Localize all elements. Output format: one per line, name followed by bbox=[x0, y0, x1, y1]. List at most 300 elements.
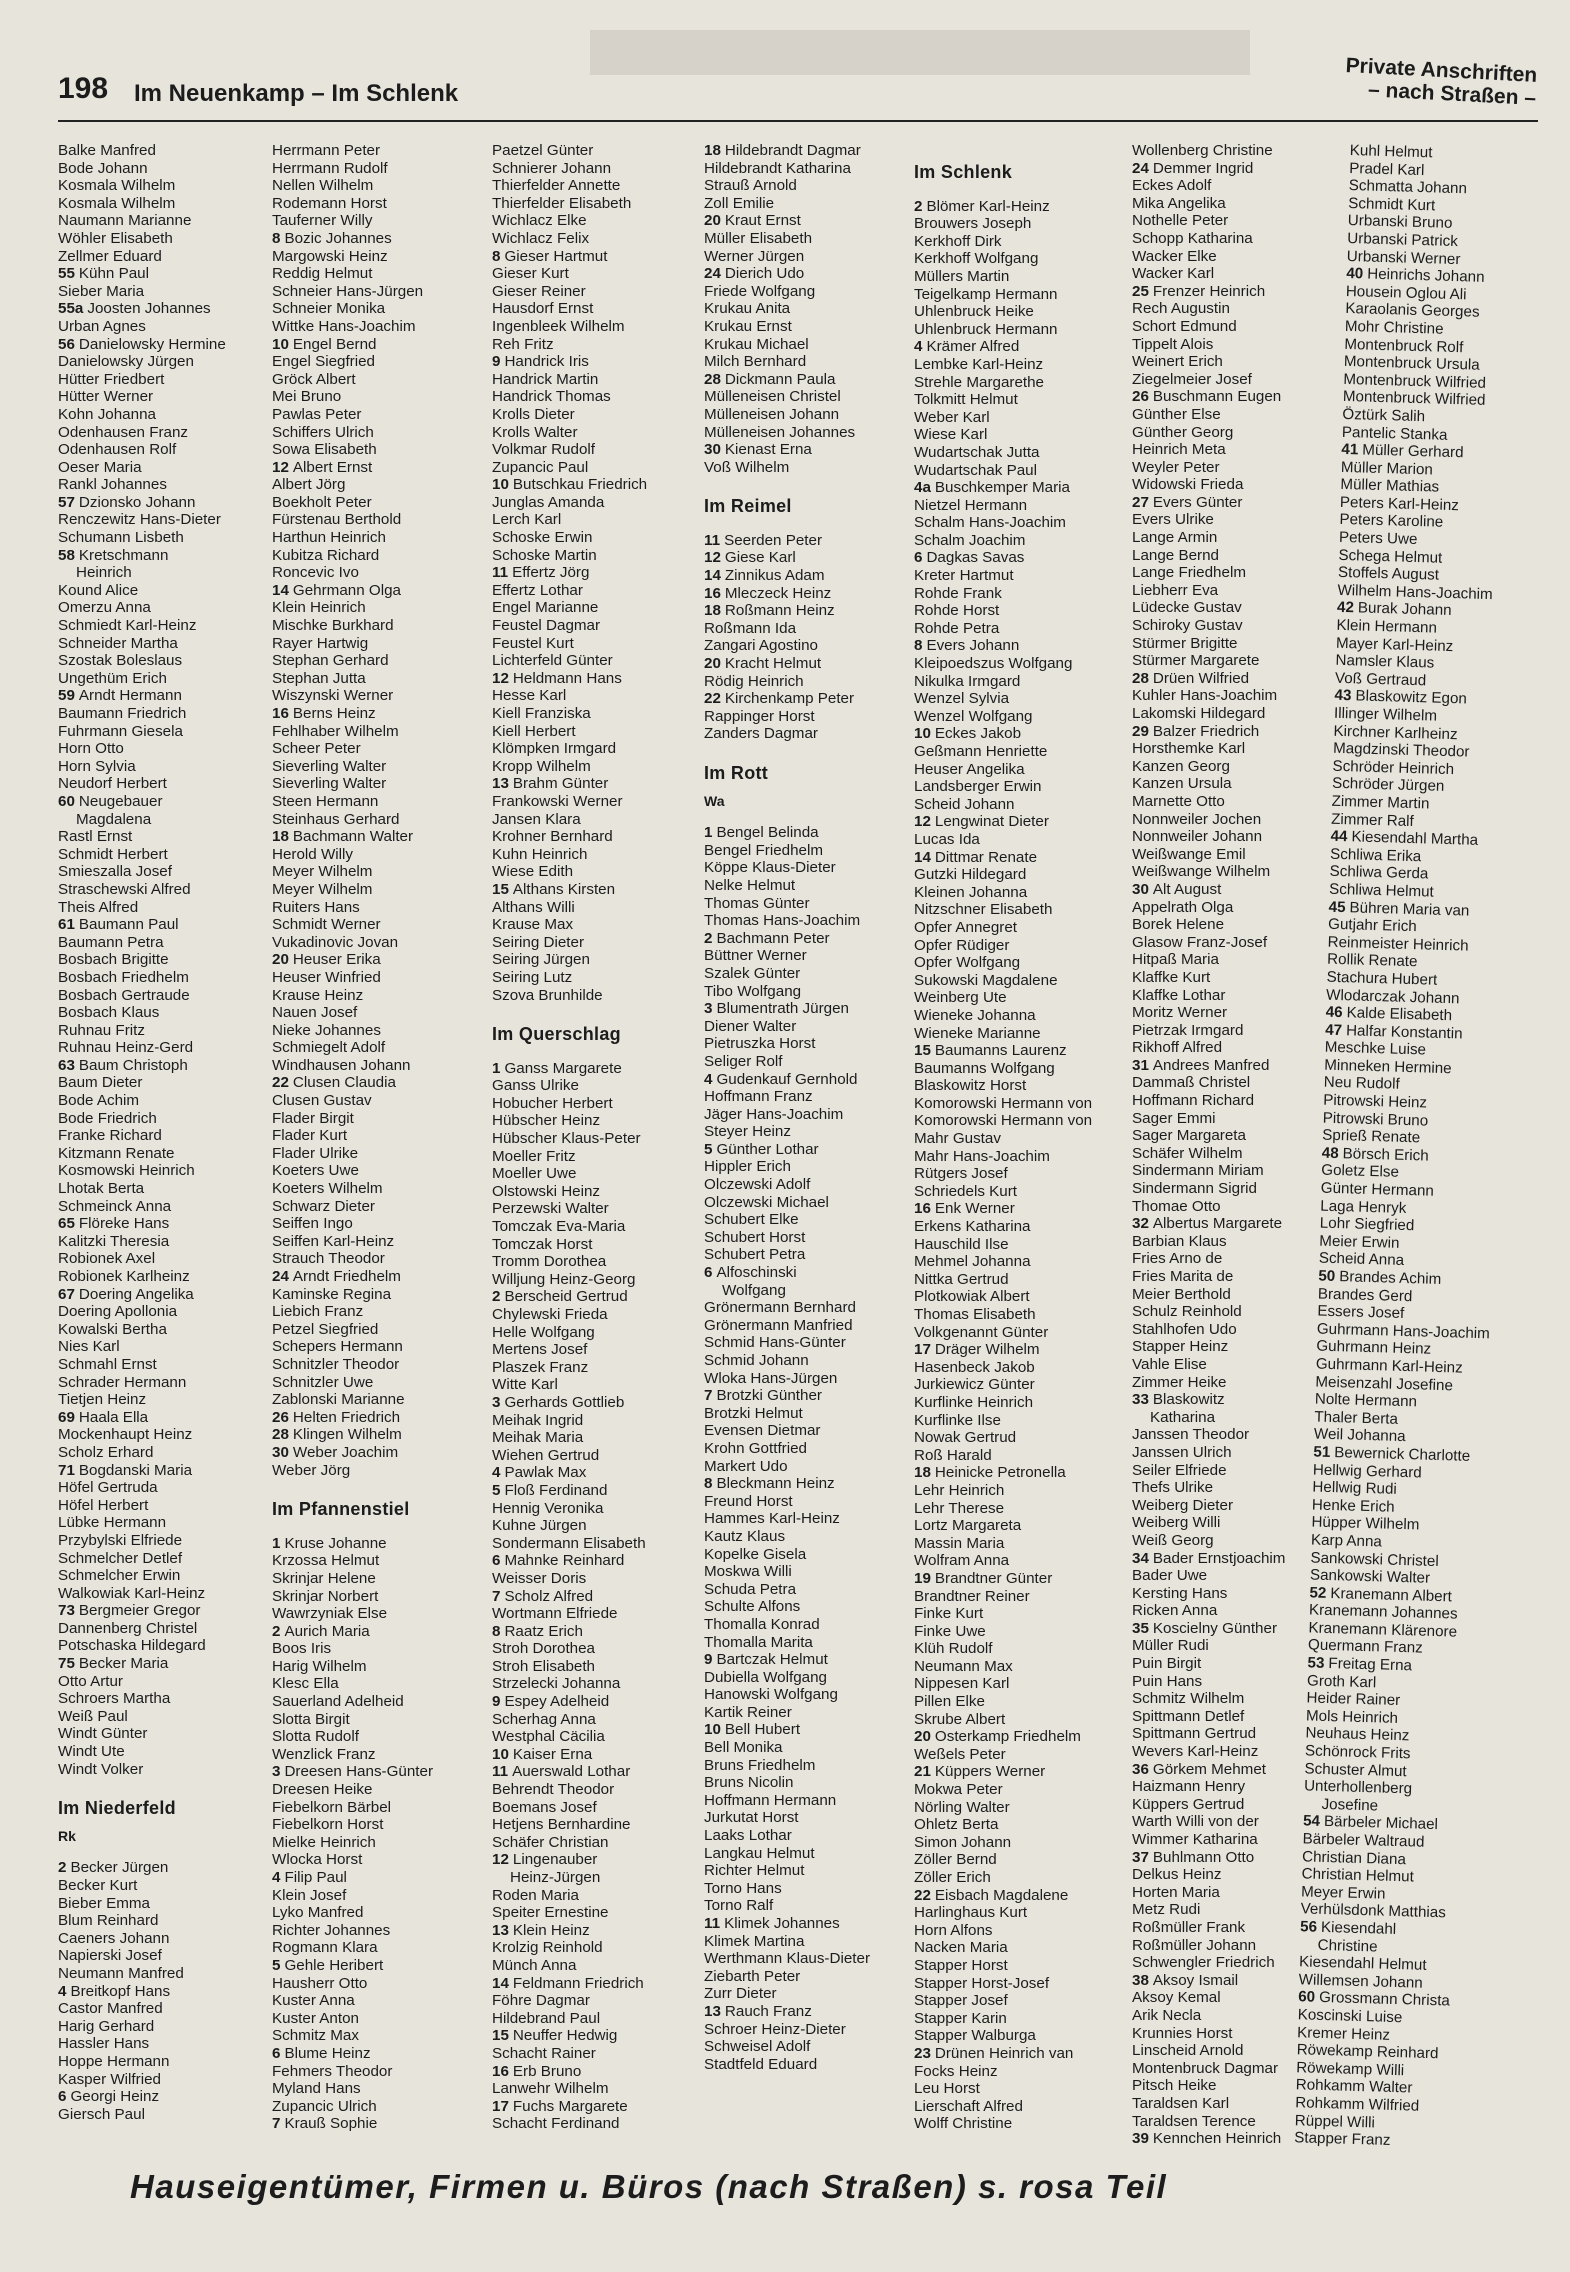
resident-name: Wichlacz Elke bbox=[492, 212, 587, 230]
resident-entry bbox=[58, 2071, 274, 2089]
resident-entry bbox=[272, 1198, 488, 1216]
resident-name: Meihak Maria bbox=[492, 1429, 584, 1447]
resident-entry bbox=[914, 1869, 1130, 1887]
resident-entry bbox=[272, 2098, 488, 2116]
resident-name: Sindermann Miriam bbox=[1132, 1162, 1264, 1180]
resident-name: Ziebarth Peter bbox=[704, 1967, 801, 1985]
resident-entry bbox=[58, 758, 274, 776]
resident-entry bbox=[272, 1640, 488, 1658]
resident-entry bbox=[1132, 1215, 1348, 1233]
resident-name: Brandes Achim bbox=[1338, 1268, 1442, 1288]
resident-entry bbox=[704, 1563, 920, 1581]
house-number: 5 bbox=[704, 1140, 713, 1158]
resident-entry bbox=[704, 859, 920, 877]
resident-name: Focks Heinz bbox=[914, 2062, 998, 2080]
resident-entry bbox=[272, 1693, 488, 1711]
resident-name: Schoske Martin bbox=[492, 546, 597, 564]
resident-entry bbox=[272, 635, 488, 653]
resident-name: Skrube Albert bbox=[914, 1710, 1006, 1728]
resident-entry bbox=[492, 1112, 708, 1130]
resident-name: Seiring Lutz bbox=[492, 968, 573, 986]
resident-name: Blömer Karl-Heinz bbox=[926, 197, 1050, 215]
resident-name: Lanwehr Wilhelm bbox=[492, 2080, 609, 2098]
resident-name: Nittka Gertrud bbox=[914, 1270, 1009, 1288]
house-number: 14 bbox=[914, 848, 931, 866]
resident-entry bbox=[1132, 1303, 1348, 1321]
resident-name: Baum Christoph bbox=[78, 1056, 188, 1074]
resident-entry bbox=[1132, 212, 1348, 230]
resident-name: Scheer Peter bbox=[272, 740, 361, 758]
resident-name: Handrick Martin bbox=[492, 370, 599, 388]
resident-name: Köppe Klaus-Dieter bbox=[704, 859, 836, 877]
resident-name: Schubert Elke bbox=[704, 1211, 799, 1229]
resident-name: Ingenbleek Wilhelm bbox=[492, 317, 625, 335]
resident-name: Christine bbox=[1317, 1936, 1378, 1956]
resident-name: Magdalena bbox=[76, 810, 152, 828]
resident-name: Gehrmann Olga bbox=[292, 581, 401, 599]
resident-name: Meyer Wilhelm bbox=[272, 863, 373, 881]
resident-entry bbox=[704, 1035, 920, 1053]
resident-entry bbox=[704, 318, 920, 336]
resident-name: Brotzki Günther bbox=[716, 1387, 822, 1405]
resident-name: Walkowiak Karl-Heinz bbox=[58, 1584, 206, 1602]
resident-name: Freitag Erna bbox=[1328, 1655, 1413, 1675]
resident-entry bbox=[492, 1183, 708, 1201]
resident-name: Opfer Annegret bbox=[914, 918, 1018, 936]
resident-entry bbox=[58, 1074, 274, 1092]
resident-entry bbox=[492, 2027, 708, 2045]
resident-name: Gröck Albert bbox=[272, 370, 356, 388]
house-number: 13 bbox=[492, 1921, 509, 1939]
resident-name: Zupancic Paul bbox=[492, 458, 589, 476]
resident-entry bbox=[914, 374, 1130, 392]
resident-name: Lüdecke Gustav bbox=[1132, 599, 1242, 617]
resident-name: Günther Lothar bbox=[716, 1140, 819, 1158]
resident-entry bbox=[272, 1110, 488, 1128]
resident-entry bbox=[272, 494, 488, 512]
resident-name: Schmelcher Detlef bbox=[58, 1549, 183, 1567]
resident-name: Gudenkauf Gernhold bbox=[716, 1070, 858, 1088]
resident-name: Wimmer Katharina bbox=[1132, 1831, 1258, 1848]
resident-entry bbox=[58, 1268, 274, 1286]
resident-entry bbox=[1132, 723, 1348, 741]
house-number: 11 bbox=[492, 564, 509, 582]
resident-name: Baum Dieter bbox=[58, 1074, 143, 1092]
resident-name: Dierich Udo bbox=[724, 265, 805, 283]
resident-name: Becker Maria bbox=[78, 1655, 169, 1673]
resident-name: Heuser Winfried bbox=[272, 968, 381, 986]
resident-name: Nowak Gertrud bbox=[914, 1429, 1017, 1447]
resident-name: Weinberg Ute bbox=[914, 989, 1007, 1007]
resident-name: Kubitza Richard bbox=[272, 546, 380, 564]
resident-name: Omerzu Anna bbox=[58, 599, 151, 617]
resident-entry bbox=[704, 424, 920, 442]
resident-name: Rogmann Klara bbox=[272, 1939, 378, 1957]
resident-entry bbox=[914, 2115, 1130, 2133]
resident-name: Kiell Herbert bbox=[492, 722, 576, 740]
resident-entry bbox=[58, 1673, 274, 1691]
resident-entry bbox=[704, 1546, 920, 1564]
resident-name: Neumann Manfred bbox=[58, 1964, 184, 1982]
resident-entry bbox=[492, 283, 708, 301]
resident-entry bbox=[914, 233, 1130, 251]
resident-name: Stahlhofen Udo bbox=[1132, 1320, 1237, 1338]
resident-name: Krolzig Reinhold bbox=[492, 1939, 603, 1957]
resident-name: Neumann Max bbox=[914, 1657, 1013, 1675]
resident-name: Reinmeister Heinrich bbox=[1327, 933, 1469, 955]
directory-column-3 bbox=[492, 142, 708, 2133]
resident-entry bbox=[914, 1447, 1130, 1465]
resident-entry bbox=[914, 391, 1130, 409]
resident-entry bbox=[914, 1165, 1130, 1183]
resident-entry bbox=[1132, 300, 1348, 318]
resident-entry bbox=[704, 2021, 920, 2039]
resident-name: Klimek Johannes bbox=[724, 1915, 840, 1932]
resident-entry bbox=[704, 708, 920, 726]
resident-name: Illinger Wilhelm bbox=[1333, 704, 1438, 725]
resident-entry bbox=[58, 1215, 274, 1233]
resident-name: Windhausen Johann bbox=[272, 1056, 411, 1074]
resident-entry bbox=[492, 881, 708, 899]
resident-name: Pitrowski Heinz bbox=[1322, 1091, 1428, 1112]
house-number: 15 bbox=[492, 880, 509, 898]
resident-name: Bachmann Peter bbox=[716, 929, 830, 947]
resident-entry bbox=[58, 476, 274, 494]
resident-entry bbox=[1132, 881, 1348, 899]
resident-entry bbox=[1132, 248, 1348, 266]
resident-entry bbox=[1132, 511, 1348, 529]
resident-name: Gieser Kurt bbox=[492, 265, 569, 283]
resident-name: Schmid Johann bbox=[704, 1352, 809, 1369]
resident-name: Höfel Herbert bbox=[58, 1496, 149, 1514]
resident-entry bbox=[704, 1721, 920, 1739]
resident-entry bbox=[492, 265, 708, 283]
resident-name: Boekholt Peter bbox=[272, 493, 372, 511]
resident-entry bbox=[1132, 1022, 1348, 1040]
resident-name: Tromm Dorothea bbox=[492, 1253, 607, 1271]
resident-entry bbox=[272, 1957, 488, 1975]
resident-entry bbox=[914, 1060, 1130, 1078]
resident-name: Strehle Margarethe bbox=[914, 373, 1045, 391]
resident-name: Rauch Franz bbox=[724, 2002, 812, 2020]
resident-entry bbox=[704, 1264, 920, 1282]
resident-entry bbox=[704, 1370, 920, 1388]
resident-name: Wortmann Elfriede bbox=[492, 1605, 618, 1623]
resident-name: Lhotak Berta bbox=[58, 1180, 145, 1198]
house-number: 1 bbox=[272, 1534, 281, 1552]
resident-name: Mischke Burkhard bbox=[272, 617, 394, 635]
house-number: 63 bbox=[58, 1056, 75, 1074]
resident-entry bbox=[492, 1060, 708, 1078]
resident-name: Grossmann Christa bbox=[1318, 1989, 1451, 2010]
resident-entry bbox=[492, 705, 708, 723]
resident-name: Kerkhoff Dirk bbox=[914, 232, 1002, 250]
resident-entry bbox=[914, 1271, 1130, 1289]
resident-name: Aksoy Kemal bbox=[1132, 1989, 1221, 2007]
house-number: 12 bbox=[492, 669, 509, 687]
house-number: 57 bbox=[58, 493, 75, 511]
resident-name: Geßmann Henriette bbox=[914, 743, 1048, 760]
house-number: 27 bbox=[1132, 493, 1149, 511]
resident-entry bbox=[914, 1957, 1130, 1975]
resident-entry bbox=[58, 1983, 274, 2001]
resident-name: Kaiser Erna bbox=[512, 1745, 593, 1763]
resident-entry bbox=[914, 761, 1130, 779]
resident-name: Kowalski Bertha bbox=[58, 1320, 167, 1338]
resident-entry bbox=[704, 1739, 920, 1757]
resident-name: Kasper Wilfried bbox=[58, 2070, 161, 2088]
house-number: 13 bbox=[492, 775, 509, 793]
resident-name: Horn Otto bbox=[58, 740, 124, 758]
resident-entry bbox=[492, 687, 708, 705]
resident-name: Baumanns Laurenz bbox=[934, 1042, 1067, 1060]
resident-name: Fiebelkorn Bärbel bbox=[272, 1798, 392, 1816]
resident-name: Steyer Heinz bbox=[704, 1123, 791, 1141]
house-number: 25 bbox=[1132, 282, 1149, 300]
resident-name: Bruns Nicolin bbox=[704, 1774, 794, 1792]
resident-name: Westphal Cäcilia bbox=[492, 1728, 605, 1746]
resident-entry bbox=[272, 617, 488, 635]
street-heading: Im Schlenk bbox=[914, 162, 1013, 182]
house-number: 45 bbox=[1328, 898, 1346, 916]
house-number: 43 bbox=[1334, 687, 1352, 705]
resident-entry bbox=[1132, 652, 1348, 670]
resident-entry bbox=[914, 497, 1130, 515]
resident-entry bbox=[272, 1834, 488, 1852]
resident-entry bbox=[914, 620, 1130, 638]
resident-entry bbox=[914, 1728, 1130, 1746]
resident-name: Montenbruck Wilfried bbox=[1343, 370, 1487, 392]
resident-entry bbox=[492, 1711, 708, 1729]
resident-entry bbox=[492, 248, 708, 266]
resident-name: Urban Agnes bbox=[58, 317, 146, 335]
resident-entry bbox=[914, 549, 1130, 567]
resident-name: Stapper Horst-Josef bbox=[914, 1974, 1050, 1992]
resident-name: Zanders Dagmar bbox=[704, 725, 818, 743]
resident-entry bbox=[58, 775, 274, 793]
resident-entry bbox=[58, 582, 274, 600]
section-label-line2: – nach Straßen – bbox=[1367, 78, 1537, 110]
resident-entry bbox=[58, 1444, 274, 1462]
resident-entry bbox=[914, 1904, 1130, 1922]
resident-name: Sankowski Christel bbox=[1310, 1548, 1439, 1570]
resident-name: Schmitz Max bbox=[272, 2027, 359, 2045]
directory-column-1 bbox=[58, 142, 274, 2123]
resident-entry bbox=[492, 1799, 708, 1817]
directory-column-5 bbox=[914, 142, 1130, 2133]
resident-entry bbox=[914, 1570, 1130, 1588]
resident-name: Mockenhaupt Heinz bbox=[58, 1426, 193, 1444]
resident-name: Müller Elisabeth bbox=[704, 229, 813, 247]
resident-entry bbox=[492, 617, 708, 635]
resident-entry bbox=[58, 1127, 274, 1145]
resident-entry bbox=[58, 969, 274, 987]
resident-name: Zellmer Eduard bbox=[58, 247, 162, 265]
resident-name: Evers Günter bbox=[1152, 493, 1243, 511]
resident-entry bbox=[1132, 441, 1348, 459]
resident-entry bbox=[914, 2080, 1130, 2098]
resident-entry bbox=[704, 1334, 920, 1352]
resident-entry bbox=[704, 1862, 920, 1880]
resident-entry bbox=[914, 831, 1130, 849]
house-number: 75 bbox=[58, 1655, 75, 1673]
house-number: 16 bbox=[914, 1200, 931, 1218]
resident-name: Taraldsen Karl bbox=[1132, 2094, 1230, 2112]
resident-name: Neu Rudolf bbox=[1323, 1074, 1400, 1094]
resident-name: Bosbach Friedhelm bbox=[58, 968, 189, 986]
resident-entry bbox=[1132, 1092, 1348, 1110]
resident-name: Stephan Gerhard bbox=[272, 652, 389, 670]
resident-name: Klein Heinrich bbox=[272, 599, 366, 617]
resident-entry bbox=[272, 723, 488, 741]
resident-entry bbox=[272, 1444, 488, 1462]
resident-name: Clusen Gustav bbox=[272, 1092, 372, 1110]
resident-entry bbox=[914, 1429, 1130, 1447]
resident-name: Fehmers Theodor bbox=[272, 2062, 393, 2080]
house-number: 10 bbox=[704, 1721, 721, 1739]
resident-entry bbox=[704, 1757, 920, 1775]
resident-name: Arik Necla bbox=[1132, 2006, 1202, 2024]
resident-name: Pitrowski Bruno bbox=[1322, 1109, 1429, 1130]
resident-name: Mayer Karl-Heinz bbox=[1335, 634, 1454, 655]
resident-entry bbox=[492, 1887, 708, 1905]
resident-name: Feldmann Friedrich bbox=[512, 1974, 644, 1992]
resident-entry bbox=[58, 1092, 274, 1110]
resident-entry bbox=[58, 723, 274, 741]
resident-entry bbox=[704, 1809, 920, 1827]
resident-entry bbox=[492, 1130, 708, 1148]
house-number: 16 bbox=[492, 2062, 509, 2080]
resident-name: Harig Wilhelm bbox=[272, 1657, 367, 1675]
resident-entry bbox=[58, 1532, 274, 1550]
house-number: 56 bbox=[58, 335, 75, 353]
resident-entry bbox=[272, 687, 488, 705]
resident-name: Lange Armin bbox=[1132, 529, 1218, 547]
resident-entry bbox=[272, 1004, 488, 1022]
resident-name: Baumanns Wolfgang bbox=[914, 1059, 1055, 1077]
resident-entry bbox=[272, 1162, 488, 1180]
house-number: 67 bbox=[58, 1285, 75, 1303]
resident-entry bbox=[1132, 142, 1348, 160]
resident-name: Spittmann Detlef bbox=[1132, 1707, 1245, 1725]
resident-entry bbox=[492, 846, 708, 864]
resident-entry bbox=[58, 1514, 274, 1532]
resident-entry bbox=[58, 1198, 274, 1216]
resident-entry bbox=[704, 1071, 920, 1089]
resident-entry bbox=[272, 1409, 488, 1427]
resident-entry bbox=[492, 1834, 708, 1852]
resident-entry bbox=[492, 863, 708, 881]
resident-name: Schalm Joachim bbox=[914, 531, 1026, 549]
resident-name: Krohn Gottfried bbox=[704, 1439, 807, 1457]
resident-entry bbox=[704, 2056, 920, 2074]
resident-entry bbox=[492, 1763, 708, 1781]
resident-entry bbox=[492, 670, 708, 688]
resident-entry bbox=[492, 529, 708, 547]
resident-name: Guhrmann Karl-Heinz bbox=[1315, 1355, 1463, 1377]
resident-name: Ganss Ulrike bbox=[492, 1077, 579, 1095]
resident-entry bbox=[58, 1912, 274, 1930]
resident-name: Kitzmann Renate bbox=[58, 1144, 175, 1162]
resident-name: Liebich Franz bbox=[272, 1303, 364, 1321]
house-number: 22 bbox=[914, 1886, 931, 1904]
resident-entry bbox=[1132, 1004, 1348, 1022]
resident-name: Schmidt Kurt bbox=[1348, 194, 1436, 215]
resident-name: Mokwa Peter bbox=[914, 1781, 1003, 1799]
resident-name: Nörling Walter bbox=[914, 1798, 1010, 1816]
resident-entry bbox=[492, 2098, 708, 2116]
resident-name: Albert Jörg bbox=[272, 476, 346, 494]
resident-name: Wiese Edith bbox=[492, 863, 574, 881]
resident-name: Arndt Friedhelm bbox=[292, 1268, 401, 1285]
house-number: 37 bbox=[1132, 1848, 1149, 1866]
resident-name: Stroh Elisabeth bbox=[492, 1657, 595, 1675]
resident-name: Rollik Renate bbox=[1326, 950, 1418, 971]
resident-name: Liebherr Eva bbox=[1132, 581, 1219, 599]
resident-entry bbox=[272, 951, 488, 969]
resident-entry bbox=[704, 842, 920, 860]
resident-entry bbox=[272, 318, 488, 336]
resident-entry bbox=[272, 1975, 488, 1993]
resident-entry bbox=[914, 321, 1130, 339]
resident-name: Olstowski Heinz bbox=[492, 1182, 601, 1200]
resident-name: Eckes Jakob bbox=[934, 725, 1022, 743]
resident-entry bbox=[704, 212, 920, 230]
resident-name: Thomas Günter bbox=[704, 894, 810, 912]
resident-name: Tomczak Eva-Maria bbox=[492, 1218, 626, 1236]
resident-name: Kosmowski Heinrich bbox=[58, 1162, 195, 1180]
resident-name: Frankowski Werner bbox=[492, 792, 623, 810]
resident-name: Montenbruck Wilfried bbox=[1342, 388, 1486, 410]
resident-entry bbox=[704, 1194, 920, 1212]
resident-name: Görkem Mehmet bbox=[1152, 1760, 1266, 1778]
resident-name: Finke Kurt bbox=[914, 1605, 984, 1623]
resident-name: Danielowsky Jürgen bbox=[58, 353, 194, 371]
resident-entry bbox=[1132, 987, 1348, 1005]
resident-name: Kosmala Wilhelm bbox=[58, 194, 176, 212]
resident-name: Nonnweiler Johann bbox=[1132, 828, 1263, 846]
resident-name: Richter Johannes bbox=[272, 1921, 391, 1939]
resident-entry bbox=[914, 1746, 1130, 1764]
resident-name: Schulte Alfons bbox=[704, 1598, 801, 1616]
resident-name: Kanzen Georg bbox=[1132, 757, 1230, 775]
resident-name: Meihak Ingrid bbox=[492, 1411, 584, 1429]
resident-entry bbox=[914, 2098, 1130, 2116]
resident-entry bbox=[914, 585, 1130, 603]
resident-name: Kiesendahl bbox=[1320, 1918, 1397, 1938]
resident-name: Heinrichs Johann bbox=[1366, 265, 1485, 286]
resident-name: Krämer Alfred bbox=[926, 338, 1020, 356]
resident-entry bbox=[272, 1992, 488, 2010]
resident-entry bbox=[58, 1895, 274, 1913]
resident-entry bbox=[492, 195, 708, 213]
resident-name: Brandtner Günter bbox=[934, 1569, 1053, 1587]
resident-name: Seiring Jürgen bbox=[492, 951, 590, 969]
resident-name: Nellen Wilhelm bbox=[272, 177, 374, 195]
resident-name: Kleinen Johanna bbox=[914, 883, 1028, 901]
resident-name: Renczewitz Hans-Dieter bbox=[58, 511, 221, 529]
resident-name: Rodemann Horst bbox=[272, 194, 387, 212]
house-number: 58 bbox=[58, 546, 75, 564]
resident-name: Pitsch Heike bbox=[1132, 2077, 1217, 2095]
resident-name: Wawrzyniak Else bbox=[272, 1605, 388, 1623]
resident-name: Puin Birgit bbox=[1132, 1655, 1202, 1673]
resident-name: Borek Helene bbox=[1132, 916, 1225, 934]
resident-name: Schmiedt Karl-Heinz bbox=[58, 617, 197, 635]
resident-entry bbox=[492, 1394, 708, 1412]
resident-entry bbox=[1132, 1162, 1348, 1180]
resident-name: Bell Hubert bbox=[724, 1721, 801, 1739]
